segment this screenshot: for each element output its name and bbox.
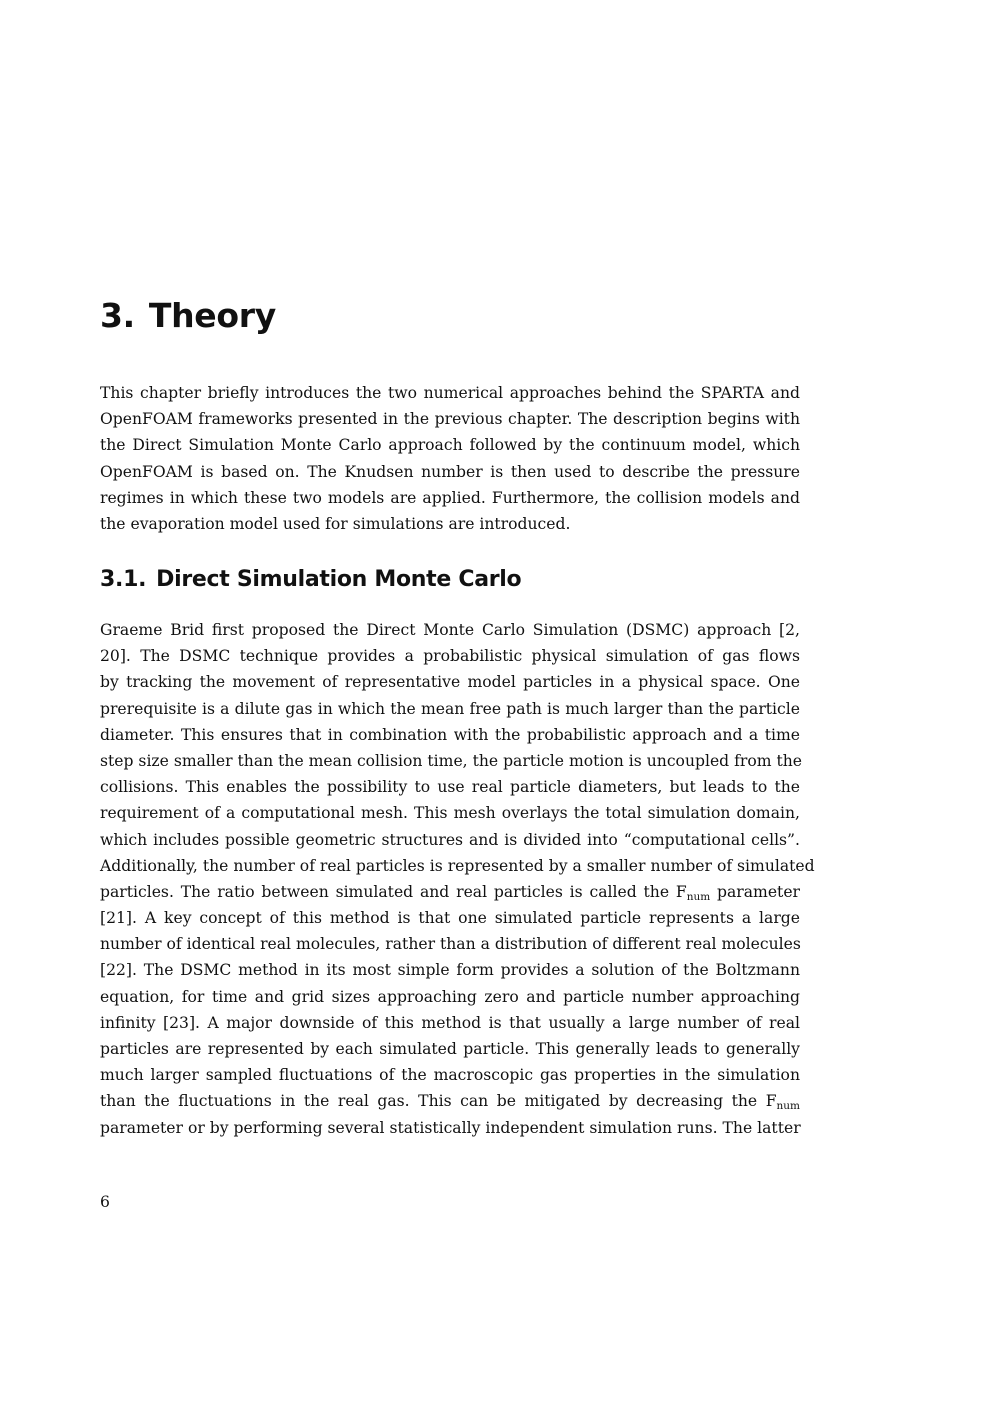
text-line: requirement of a computational mesh. This mesh overlays the total simulation domain,	[100, 804, 800, 823]
text-segment: particles. The ratio between simulated and real particles is called the F	[100, 882, 687, 901]
text-line: collisions. This enables the possibility to use real particle diameters, but leads to the	[100, 778, 800, 797]
text-line-fnum	[100, 879, 800, 905]
text-line: the Direct Simulation Monte Carlo approach followed by the continuum model, which	[100, 436, 800, 455]
dsmc-paragraph	[100, 617, 815, 1141]
fnum-subscript: num	[686, 890, 711, 903]
section-number: 3.1.	[100, 567, 147, 592]
text-line: OpenFOAM frameworks presented in the previous chapter. The description begins with	[100, 410, 800, 429]
text-line-fnum	[100, 1088, 800, 1114]
fnum-subscript: num	[776, 1100, 800, 1113]
text-line: regimes in which these two models are applied. Furthermore, the collision models and	[100, 488, 800, 507]
text-segment: parameter	[710, 882, 801, 901]
section-heading	[100, 567, 521, 592]
text-line: OpenFOAM is based on. The Knudsen number is then used to describe the pressure	[100, 462, 800, 481]
text-line: 20]. The DSMC technique provides a probabilistic physical simulation of gas flows	[100, 647, 800, 666]
text-line: particles are represented by each simulated particle. This generally leads to generally	[100, 1040, 800, 1058]
text-line: by tracking the movement of representative model particles in a physical space. One	[100, 673, 800, 692]
text-line: Graeme Brid first proposed the Direct Monte Carlo Simulation (DSMC) approach [2,	[100, 621, 800, 639]
text-line: Additionally, the number of real particles is represented by a smaller number of simulated	[100, 856, 815, 875]
chapter-title: Theory	[148, 296, 276, 335]
section-title: Direct Simulation Monte Carlo	[156, 567, 522, 592]
text-line: step size smaller than the mean collision time, the particle motion is uncoupled from the	[100, 751, 803, 770]
chapter-heading	[100, 296, 276, 335]
text-line: number of identical real molecules, rather than a distribution of different real molecules	[100, 935, 801, 954]
text-segment: than the fluctuations in the real gas. This can be mitigated by decreasing the F	[100, 1092, 777, 1111]
text-line: diameter. This ensures that in combination with the probabilistic approach and a time	[100, 725, 800, 744]
text-line: parameter or by performing several statistically independent simulation runs. The latter	[100, 1118, 801, 1137]
text-line: [22]. The DSMC method in its most simple form provides a solution of the Boltzmann	[100, 961, 800, 980]
text-line: infinity [23]. A major downside of this method is that usually a large number of real	[100, 1013, 800, 1032]
text-line: This chapter briefly introduces the two numerical approaches behind the SPARTA and	[100, 384, 800, 402]
text-line: much larger sampled fluctuations of the macroscopic gas properties in the simulation	[100, 1066, 800, 1085]
text-line: prerequisite is a dilute gas in which the mean free path is much larger than the particle	[100, 699, 800, 718]
text-line: the evaporation model used for simulations are introduced.	[100, 514, 571, 533]
text-line: equation, for time and grid sizes approaching zero and particle number approaching	[100, 987, 800, 1006]
intro-paragraph	[100, 380, 800, 537]
page-number: 6	[100, 1193, 110, 1211]
text-line: which includes possible geometric structures and is divided into “computational cells”.	[100, 830, 800, 849]
text-line: [21]. A key concept of this method is that one simulated particle represents a large	[100, 909, 800, 928]
chapter-number: 3.	[100, 296, 135, 335]
